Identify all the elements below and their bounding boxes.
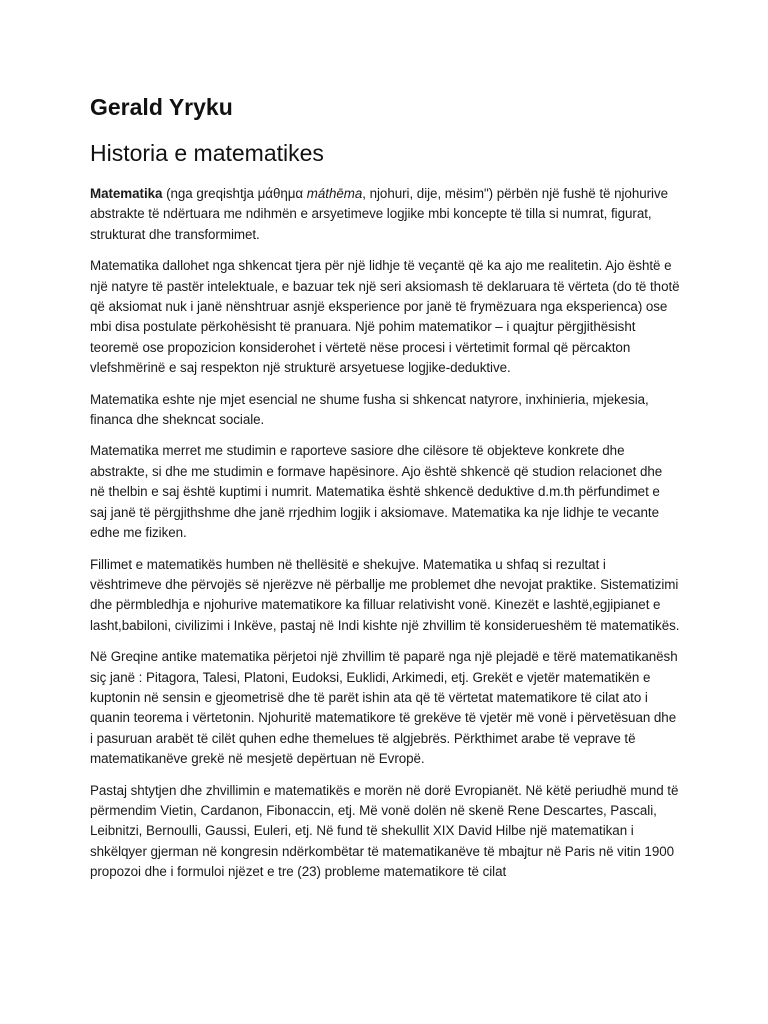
document-title: Historia e matematikes xyxy=(90,140,324,166)
paragraph: Matematika dallohet nga shkencat tjera për një lidhje të veçantë që ka ajo me realitetin. Ajo është e një natyre të pastër intelektuale, e bazuar tek një seri aksiomash të deklaruara të vërteta (do të thotë që aksiomat nuk i janë nënshtruar asnjë eksperience por janë të frymëzuara nga eksperienca) ose mbi disa postulate përkohësisht të pranuara. Një pohim matematikor – i quajtur përgjithësisht teoremë ose propozicion konsiderohet i vërtetë nëse procesi i vërtetimit formal që përcakton vlefshmërinë e saj respekton një strukturë arsyetuese logjike-deduktive. xyxy=(90,258,680,376)
paragraph: Në Greqine antike matematika përjetoi një zhvillim të paparë nga një plejadë e tërë matematikanësh siç janë : Pitagora, Talesi, Platoni, Eudoksi, Euklidi, Arkimedi, etj. Grekët e vjetër matematikën e kuptonin në sensin e gjeometrisë dhe të parët ishin ata që të vërtetat matematikore të cilat ato i quanin teorema i vërtetonin. Njohuritë matematikore të grekëve të vjetër më vonë i përvetësuan dhe i pasuruan arabët të cilët quhen edhe themelues të algjebrës. Përkthimet arabe të veprave të matematikanëve grekë në mesjetë depërtuan në Evropë. xyxy=(90,649,678,767)
intro-text-1: (nga greqishtja μάθημα xyxy=(162,186,307,201)
intro-text-2: , njohuri, dije, mësim") përbën një fushë të njohurive abstrakte të ndërtuara me ndihmën e arsyetimeve logjike mbi koncepte të tilla si numrat, figurat, strukturat dhe transformimet. xyxy=(90,186,669,242)
intro-term: Matematika xyxy=(90,186,163,201)
paragraph: Matematika merret me studimin e raporteve sasiore dhe cilësore të objekteve konkrete dhe abstrakte, si dhe me studimin e formave hapësinore. Ajo është shkencë që studion relacionet dhe në thelbin e saj është kuptimi i numrit. Matematika është shkencë deduktive d.m.th përfundimet e saj janë të përgjithshme dhe janë rrjedhim logjik i aksiomave. Matematika ka nje lidhje te vecante edhe me fiziken. xyxy=(90,443,663,541)
paragraph: Pastaj shtytjen dhe zhvillimin e matematikës e morën në dorë Evropianët. Në këtë periudhë mund të përmendim Vietin, Cardanon, Fibonaccin, etj. Më vonë dolën në skenë Rene Descartes, Pascali, Leibnitzi, Bernoulli, Gaussi, Euleri, etj. Në fund të shekullit XIX David Hilbe një matematikan i shkëlqyer gjerman në kongresin ndërkombëtar të matematikanëve të mbajtur në Paris në vitin 1900 propozoi dhe i formuloi njëzet e tre (23) probleme matematikore të cilat xyxy=(90,782,679,880)
paragraph: Matematika eshte nje mjet esencial ne shume fusha si shkencat natyrore, inxhinieria, mjekesia, financa dhe shekncat sociale. xyxy=(90,391,649,428)
intro-term-greek: máthēma xyxy=(306,186,363,201)
paragraph: Fillimet e matematikës humben në thellësitë e shekujve. Matematika u shfaq si rezultat i vështrimeve dhe përvojës së njerëzve në përballje me problemet dhe nevojat praktike. Sistematizimi dhe përmbledhja e njohurive matematikore ka filluar relativisht vonë. Kinezët e lashtë,egjipianet e lasht,babiloni, civilizimi i Inkëve, pastaj në Indi kishte një zhvillim të konsiderueshëm të matematikës. xyxy=(90,556,680,633)
document-page xyxy=(90,92,680,894)
author-name: Gerald Yryku xyxy=(90,94,233,120)
intro-paragraph xyxy=(90,184,680,245)
